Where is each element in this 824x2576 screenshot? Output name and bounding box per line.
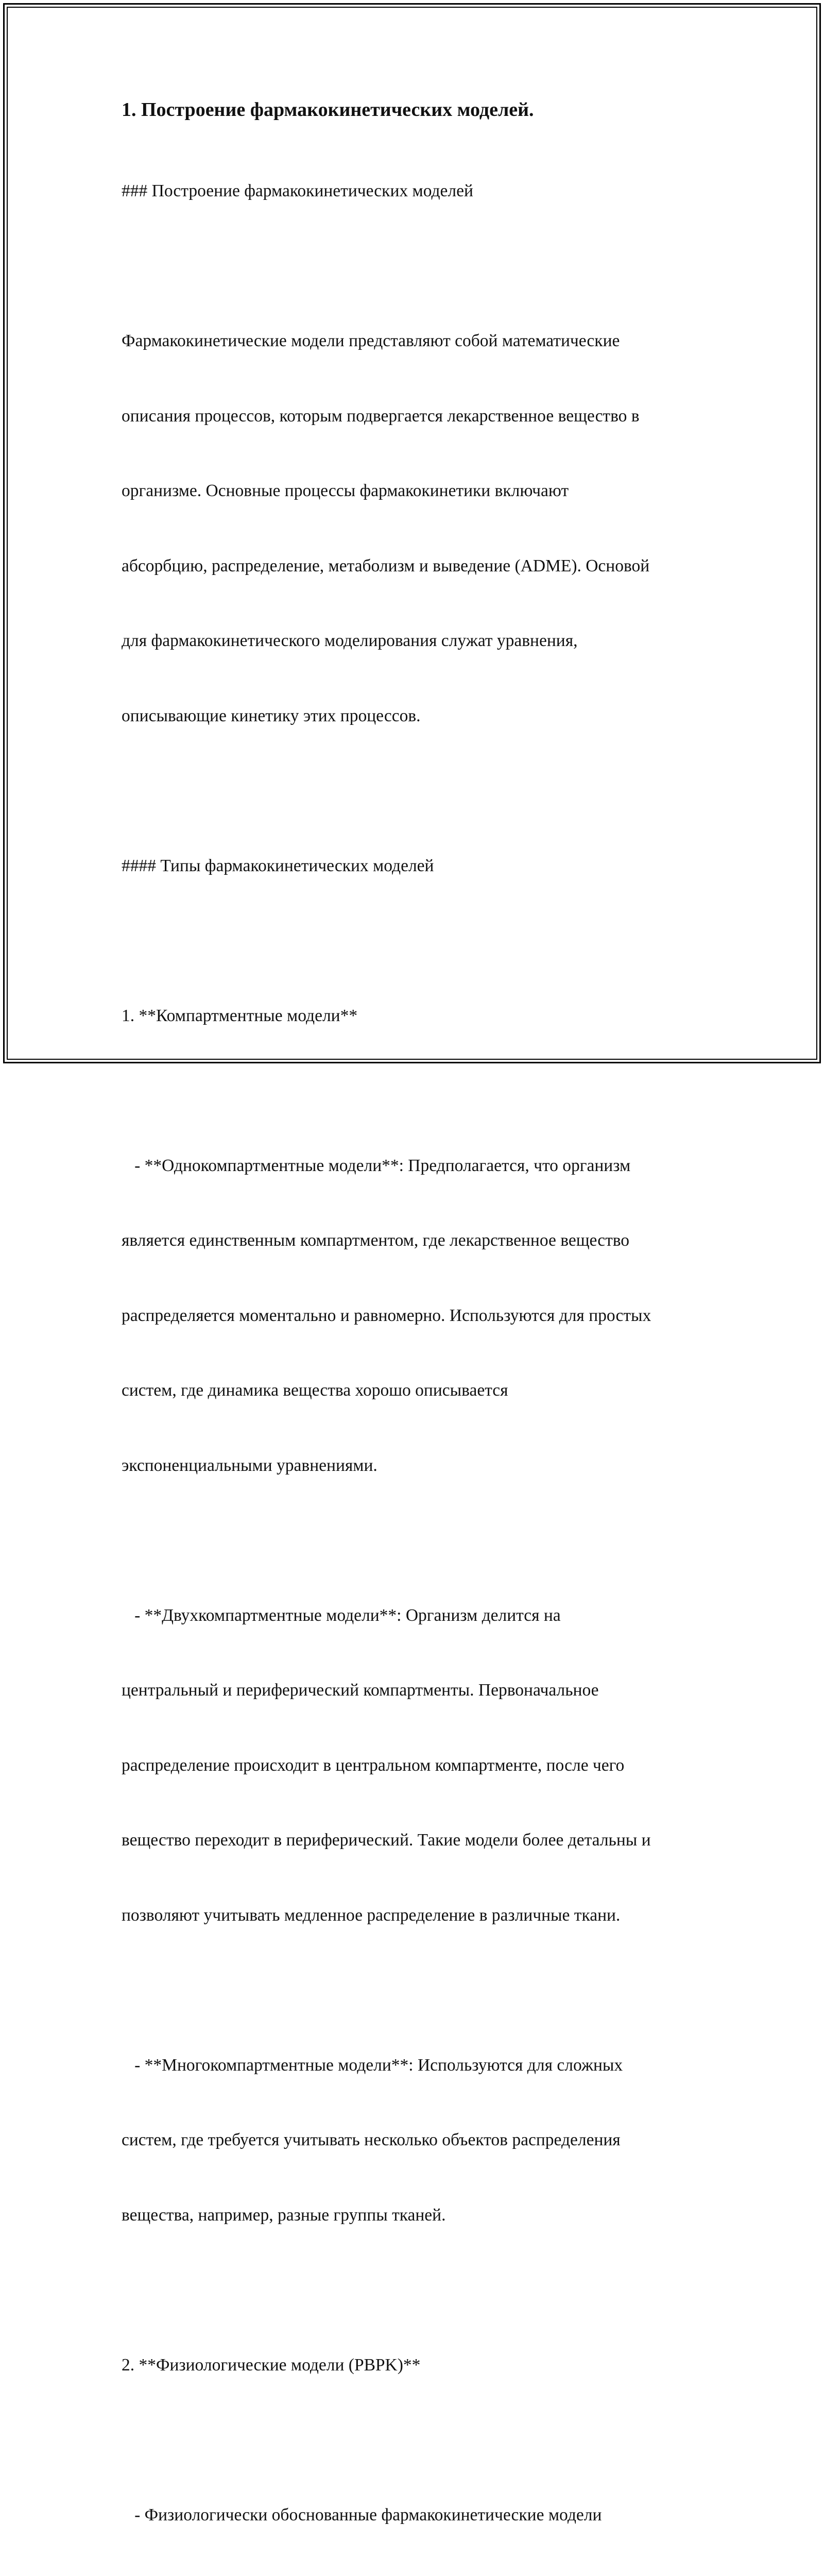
text-line bbox=[122, 928, 709, 954]
text-line: организме. Основные процессы фармакокинетики включают bbox=[122, 481, 569, 500]
text-line: 1. **Компартментные модели** bbox=[122, 1006, 358, 1025]
text-line: является единственным компартментом, где лекарственное вещество bbox=[122, 1231, 630, 1250]
text-line: вещества, например, разные группы тканей. bbox=[122, 2205, 446, 2225]
text-line: - **Двухкомпартментные модели**: Организм делится на bbox=[122, 1605, 561, 1625]
text-line bbox=[122, 2278, 709, 2303]
text-line: систем, где динамика вещества хорошо описывается bbox=[122, 1381, 508, 1400]
text-line: систем, где требуется учитывать несколько объектов распределения bbox=[122, 2130, 621, 2149]
text-line bbox=[122, 778, 709, 804]
text-line: распределение происходит в центральном компартменте, после чего bbox=[122, 1755, 625, 1775]
document-title: 1. Построение фармакокинетических моделей. bbox=[122, 99, 534, 121]
text-line bbox=[122, 1978, 709, 2003]
text-line: описания процессов, которым подвергается лекарственное вещество в bbox=[122, 406, 640, 426]
text-line: - Физиологически обоснованные фармакокинетические модели bbox=[122, 2505, 602, 2524]
text-line: распределяется моментально и равномерно. Используются для простых bbox=[122, 1306, 651, 1325]
document-body bbox=[122, 129, 709, 2576]
text-line bbox=[122, 2428, 709, 2453]
text-line: ### Построение фармакокинетических моделей bbox=[122, 181, 473, 200]
text-line: позволяют учитывать медленное распределение в различные ткани. bbox=[122, 1905, 621, 1925]
text-line: - **Многокомпартментные модели**: Используются для сложных bbox=[122, 2055, 623, 2075]
text-line: - **Однокомпартментные модели**: Предполагается, что организм bbox=[122, 1156, 631, 1175]
text-line bbox=[122, 1078, 709, 1104]
text-line: для фармакокинетического моделирования служат уравнения, bbox=[122, 631, 578, 650]
text-line: абсорбцию, распределение, метаболизм и выведение (ADME). Основой bbox=[122, 556, 650, 575]
text-line bbox=[122, 254, 709, 279]
text-line: описывающие кинетику этих процессов. bbox=[122, 706, 421, 725]
text-line bbox=[122, 1528, 709, 1553]
text-line: вещество переходит в периферический. Такие модели более детальны и bbox=[122, 1831, 651, 1850]
text-line: 2. **Физиологические модели (PBPK)** bbox=[122, 2355, 421, 2375]
text-line: #### Типы фармакокинетических моделей bbox=[122, 856, 434, 875]
text-line: Фармакокинетические модели представляют собой математические bbox=[122, 331, 620, 350]
document-page bbox=[122, 97, 709, 2576]
text-line: экспоненциальными уравнениями. bbox=[122, 1455, 377, 1475]
text-line: центральный и периферический компартменты. Первоначальное bbox=[122, 1681, 599, 1700]
